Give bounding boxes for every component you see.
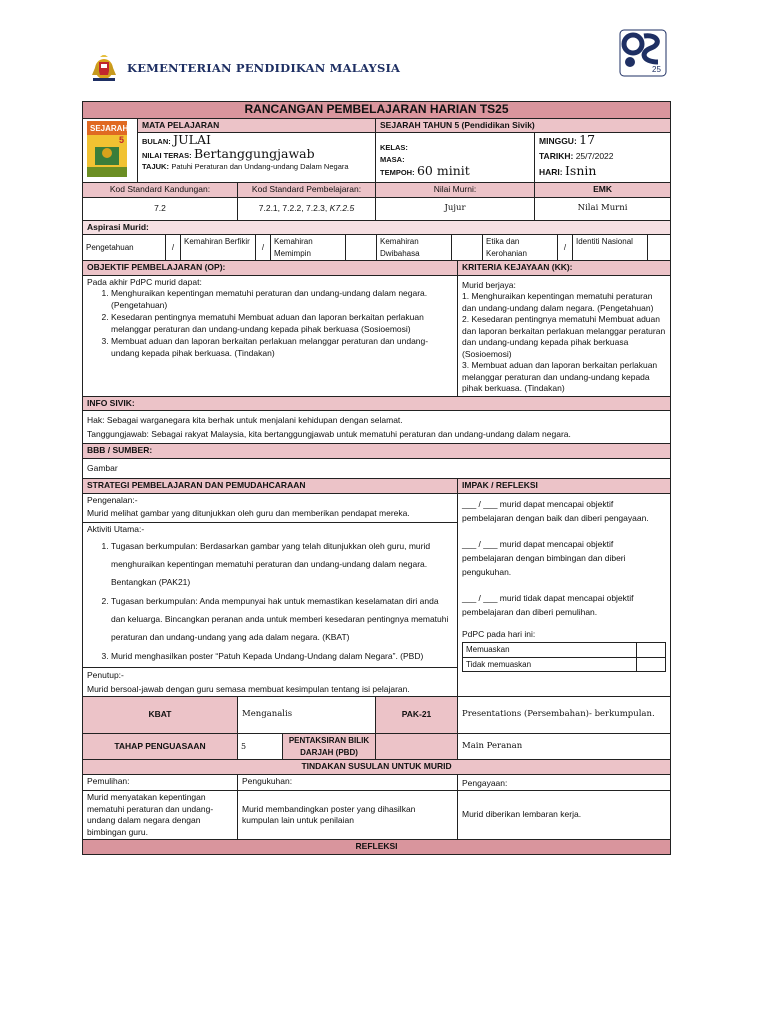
tempoh-label: TEMPOH:	[380, 168, 415, 177]
aktiviti-item: 1. Tugasan berkumpulan: Berdasarkan gambar yang telah ditunjukkan oleh guru, murid menghuraikan kepentingan mematuhi peraturan dan undang-undang dalam negara. Bentangkan (PAK21)	[111, 537, 453, 591]
lesson-info-cell	[138, 133, 376, 183]
ksk-value: 7.2	[83, 197, 238, 220]
aspirasi-etika: Etika dan Kerohanian	[483, 235, 558, 260]
aspirasi-identiti: Identiti Nasional	[573, 235, 648, 260]
op-item: 1. Menghuraikan kepentingan mematuhi peraturan dan undang-undang dalam negara. (Pengetahuan)	[111, 288, 453, 311]
nilai-teras-value: Bertanggungjawab	[193, 145, 315, 161]
info-hak: Hak: Sebagai warganegara kita berhak untuk menjalani kehidupan dengan selamat.	[87, 415, 403, 425]
aspirasi-tick-1: /	[166, 235, 181, 260]
op-item: 3. Membuat aduan dan laporan berkaitan perlakuan melanggar peraturan dan undang-undang kepada pihak berkuasa. (Tindakan)	[111, 336, 453, 359]
impak-item: ___ / ___ murid dapat mencapai objektif pembelajaran dengan bimbingan dan diberi pengukuhan.	[462, 538, 626, 577]
aspirasi-label: Aspirasi Murid:	[83, 220, 671, 235]
pemulihan-label: Pemulihan:	[83, 774, 238, 791]
tahap-pbd-table	[238, 734, 375, 759]
aspirasi-berfikir: Kemahiran Berfikir	[181, 235, 256, 260]
tajuk-label: TAJUK:	[142, 162, 169, 171]
ministry-name: KEMENTERIAN PENDIDIKAN MALAYSIA	[127, 61, 401, 75]
bbb-value: Gambar	[83, 458, 671, 479]
tahap-value: 5	[238, 734, 283, 759]
tahap-pbd-cell	[238, 734, 376, 760]
aspirasi-dwibahasa: Kemahiran Dwibahasa	[377, 235, 452, 260]
kk-label: KRITERIA KEJAYAAN (KK):	[458, 261, 671, 276]
ksk-label: Kod Standard Kandungan:	[83, 183, 238, 198]
info-sivik-cell	[83, 411, 671, 444]
pengenalan-label: Pengenalan:-	[87, 494, 138, 505]
kk-item: 3. Membuat aduan dan laporan berkaitan perlakuan melanggar peraturan dan undang-undang kepada pihak berkuasa. (Tindakan)	[462, 360, 658, 393]
pdpc-checkbox-memuaskan[interactable]	[637, 643, 666, 658]
aktiviti-label: Aktiviti Utama:-	[83, 522, 457, 536]
pengenalan-text: Murid melihat gambar yang ditunjukkan oleh guru dan memberikan pendapat mereka.	[87, 508, 410, 518]
ksp-label: Kod Standard Pembelajaran:	[238, 183, 376, 198]
aktiviti-item: 3. Murid menghasilkan poster “Patuh Kepada Undang-Undang dalam Negara”. (PBD)	[111, 647, 453, 665]
strategi-label: STRATEGI PEMBELAJARAN DAN PEMUDAHCARAAN	[83, 479, 458, 494]
impak-label: IMPAK / REFLEKSI	[458, 479, 671, 494]
impak-item: ___ / ___ murid tidak dapat mencapai objektif pembelajaran dan diberi pemulihan.	[462, 592, 634, 617]
tarikh-value: 25/7/2022	[575, 150, 614, 161]
cover-year: 5	[119, 134, 125, 145]
pdpc-option-memuaskan: Memuaskan	[463, 643, 637, 658]
class-info-cell	[376, 133, 535, 183]
pak21-value: Presentations (Persembahan)- berkumpulan.	[458, 697, 671, 734]
kelas-label: KELAS:	[380, 143, 408, 152]
pbd-label: PENTAKSIRAN BILIK DARJAH (PBD)	[283, 734, 376, 759]
pemulihan-text: Murid menyatakan kepentingan mematuhi peraturan dan undang-undang dalam negara dengan bimbingan guru.	[83, 791, 238, 840]
pengukuhan-text: Murid membandingkan poster yang dihasilkan kumpulan lain untuk penilaian	[238, 791, 458, 840]
strategi-cell	[83, 493, 458, 697]
page-header	[0, 0, 768, 100]
tarikh-label: TARIKH:	[539, 150, 574, 161]
penutup-text: Murid bersoal-jawab dengan guru semasa membuat kesimpulan tentang isi pelajaran.	[87, 683, 410, 694]
info-tanggungjawab: Tanggungjawab: Sebagai rakyat Malaysia, kita bertanggungjawab untuk mematuhi peraturan dan undang-undang dalam negara.	[87, 428, 571, 439]
subject-label: MATA PELAJARAN	[138, 118, 376, 133]
aktiviti-list	[87, 537, 453, 665]
aspirasi-pengetahuan: Pengetahuan	[83, 235, 166, 260]
ts25-logo-text: 25	[652, 65, 661, 74]
date-info-cell	[535, 133, 671, 183]
aspirasi-table	[83, 235, 670, 260]
op-cell	[83, 275, 458, 396]
textbook-cover-icon	[87, 121, 127, 177]
masa-label: MASA:	[380, 154, 405, 164]
kbat-value: Menganalis	[238, 697, 376, 734]
penutup-label: Penutup:-	[83, 667, 457, 682]
pdpc-checkbox-tidak-memuaskan[interactable]	[637, 657, 666, 672]
pengukuhan-label: Pengukuhan:	[238, 774, 458, 791]
nilai-murni-label: Nilai Murni:	[376, 183, 535, 198]
tempoh-value: 60 minit	[416, 163, 470, 178]
pbd-value: Main Peranan	[458, 734, 671, 760]
plan-title: RANCANGAN PEMBELAJARAN HARIAN TS25	[83, 102, 671, 119]
info-sivik-label: INFO SIVIK:	[83, 396, 671, 411]
bbb-label: BBB / SUMBER:	[83, 444, 671, 459]
emk-label: EMK	[535, 183, 671, 198]
pak21-label: PAK-21	[376, 697, 458, 734]
op-intro: Pada akhir PdPC murid dapat:	[87, 276, 202, 287]
pdpc-option-tidak-memuaskan: Tidak memuaskan	[463, 657, 637, 672]
impak-item: ___ / ___ murid dapat mencapai objektif pembelajaran dengan baik dan diberi pengayaan.	[462, 498, 649, 523]
aspirasi-row	[83, 235, 671, 261]
kk-item: 1. Menghuraikan kepentingan mematuhi peraturan dan undang-undang dalam negara. (Pengetahuan)	[462, 291, 654, 313]
kk-cell	[458, 275, 671, 396]
op-list	[87, 288, 453, 359]
aspirasi-memimpin: Kemahiran Memimpin	[271, 235, 346, 260]
tindakan-label: TINDAKAN SUSULAN UNTUK MURID	[83, 760, 671, 775]
ksp-value-italic: K7.2.5	[329, 202, 355, 213]
kk-intro: Murid berjaya:	[462, 279, 516, 290]
subject-value: SEJARAH TAHUN 5 (Pendidikan Sivik)	[376, 118, 671, 133]
refleksi-label: REFLEKSI	[83, 840, 671, 855]
hari-value: Isnin	[564, 163, 597, 178]
op-label: OBJEKTIF PEMBELAJARAN (OP):	[83, 261, 458, 276]
nilai-teras-label: NILAI TERAS:	[142, 150, 192, 160]
cover-cell	[83, 118, 138, 183]
malaysia-crest-icon	[89, 55, 119, 83]
impak-cell	[458, 493, 671, 697]
hari-label: HARI:	[539, 167, 563, 177]
kbat-label: KBAT	[83, 697, 238, 734]
nilai-murni-value: Jujur	[376, 197, 535, 220]
cover-title: SEJARAH	[90, 123, 127, 133]
ksp-value: 7.2.1, 7.2.2, 7.2.3,	[258, 202, 328, 213]
lesson-plan-table	[82, 101, 671, 855]
op-item: 2. Kesedaran pentingnya mematuhi Membuat aduan dan laporan berkaitan perlakuan melanggar peraturan dan undang-undang kepada pihak berkuasa (Sosioemosi)	[111, 312, 453, 335]
tajuk-value: Patuhi Peraturan dan Undang-undang Dalam Negara	[171, 162, 349, 171]
pengayaan-text: Murid diberikan lembaran kerja.	[458, 791, 671, 840]
ksp-value-cell	[238, 197, 376, 220]
minggu-label: MINGGU:	[539, 136, 577, 146]
tahap-label: TAHAP PENGUASAAN	[83, 734, 238, 760]
bulan-value: JULAI	[173, 132, 211, 147]
aspirasi-tick-2: /	[256, 235, 271, 260]
pdpc-table	[462, 642, 666, 672]
pengayaan-label: Pengayaan:	[458, 774, 671, 791]
minggu-value: 17	[579, 132, 596, 147]
bulan-label: BULAN:	[142, 137, 171, 146]
pdpc-label: PdPC pada hari ini:	[462, 628, 536, 639]
aktiviti-item: 2. Tugasan berkumpulan: Anda mempunyai hak untuk memastikan keselamatan diri anda dan keluarga. Bincangkan peranan anda untuk memberi kesedaran pentingnya mematuhi peraturan dan undang-undang yang ada dalam negara. (KBAT)	[111, 592, 453, 646]
emk-value: Nilai Murni	[535, 197, 671, 220]
aspirasi-tick-3: /	[558, 235, 573, 260]
kk-item: 2. Kesedaran pentingnya mematuhi Membuat aduan dan laporan berkaitan perlakuan melanggar peraturan dan undang-undang kepada pihak berkuasa (Sosioemosi)	[462, 314, 666, 359]
ts25-logo-icon	[618, 28, 668, 78]
